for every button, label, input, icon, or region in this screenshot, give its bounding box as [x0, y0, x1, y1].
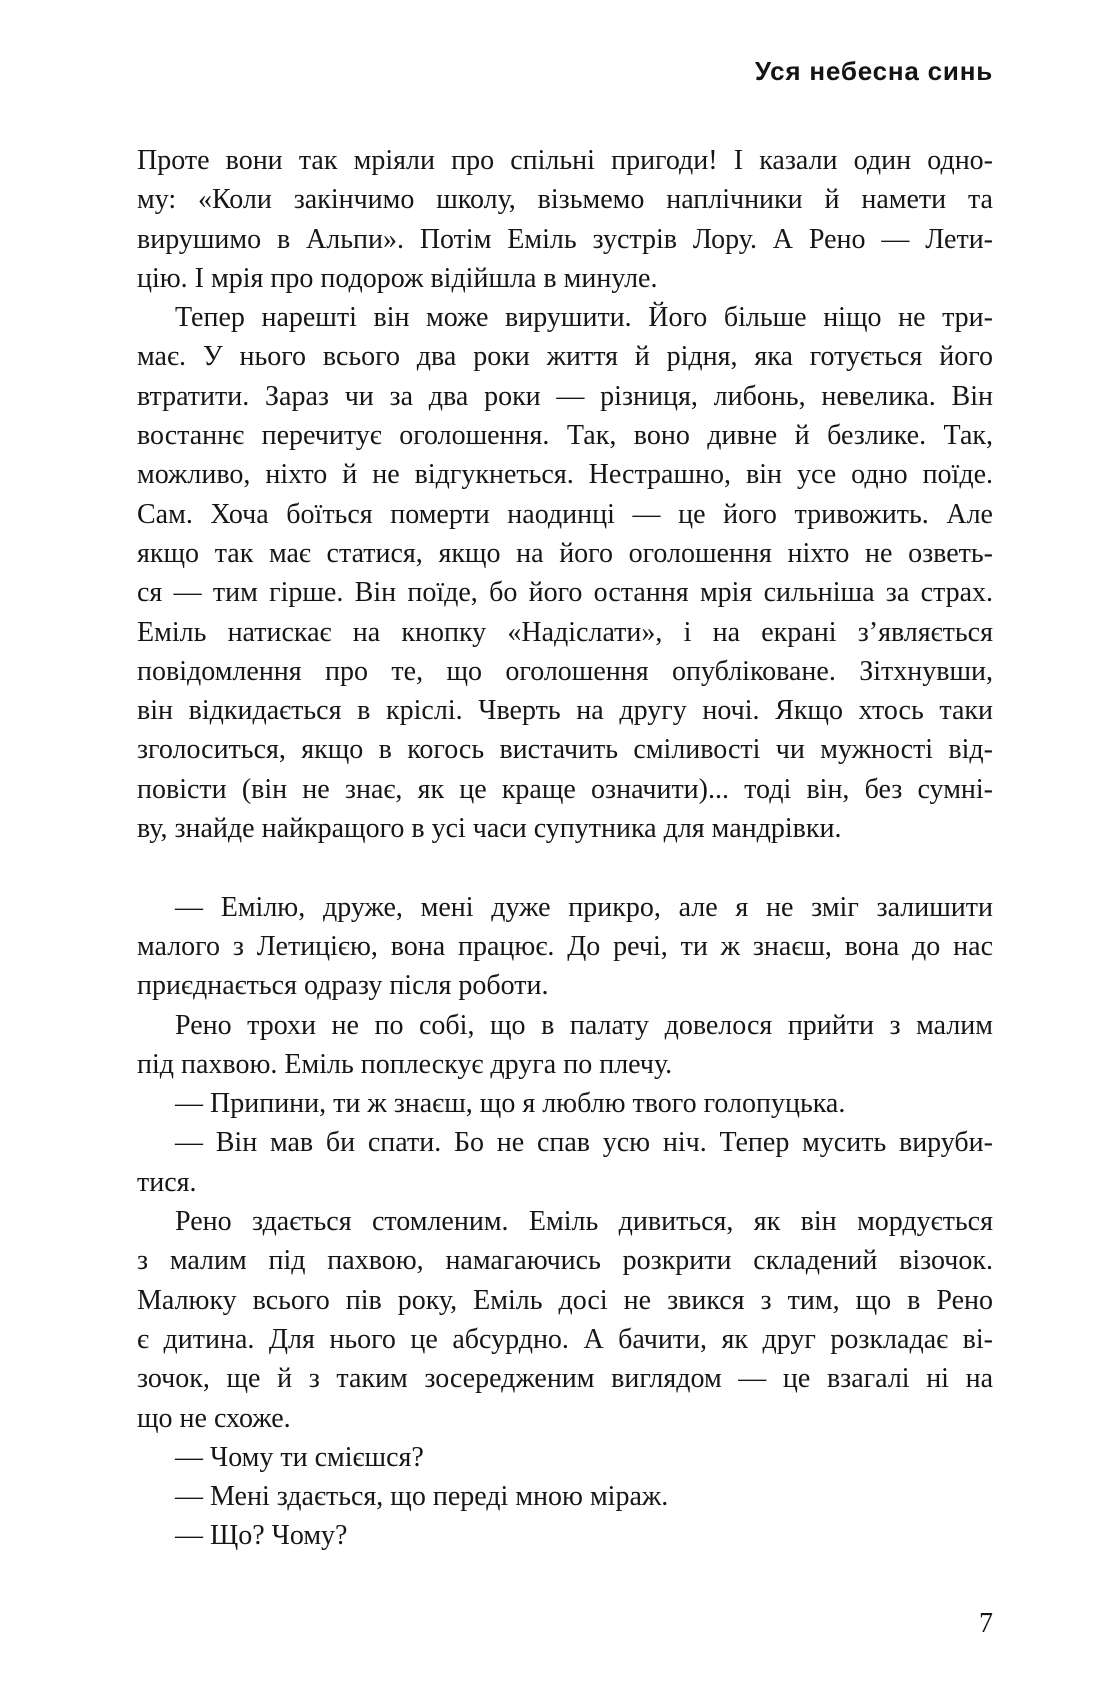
text-line: востаннє перечитує оголошення. Так, воно дивне й безлике. Так,: [137, 420, 993, 452]
paragraph: [137, 888, 993, 1006]
paragraph: [137, 1477, 993, 1516]
text-line: приєднається одразу після роботи.: [137, 970, 549, 1002]
page-number: 7: [979, 1608, 993, 1639]
text-line: Рено здається стомленим. Еміль дивиться, як він мордується: [175, 1206, 993, 1238]
text-line: з малим під пахвою, намагаючись розкрити складений візочок.: [137, 1245, 993, 1277]
text-line: ву, знайде найкращого в усі часи супутника для мандрівки.: [137, 813, 842, 845]
text-line: Проте вони так мріяли про спільні пригоди! І казали один одно-: [137, 145, 993, 176]
paragraph: [137, 1438, 993, 1477]
text-line: зочок, ще й з таким зосередженим виглядом — це взагалі ні на: [137, 1363, 993, 1395]
text-line: — Мені здається, що переді мною міраж.: [175, 1481, 669, 1513]
text-line: — Чому ти смієшся?: [175, 1441, 424, 1473]
paragraph: [137, 1006, 993, 1085]
text-line: Тепер нарешті він може вирушити. Його більше ніщо не три-: [175, 302, 993, 334]
paragraph: [137, 1084, 993, 1123]
text-line: ся — тим гірше. Він поїде, бо його остання мрія сильніша за страх.: [137, 577, 993, 609]
running-head-title: Уся небесна синь: [754, 56, 993, 86]
text-line: — Він мав би спати. Бо не спав усю ніч. Тепер мусить вируби-: [175, 1127, 993, 1159]
text-line: вирушимо в Альпи». Потім Еміль зустрів Лору. А Рено — Лети-: [137, 223, 993, 255]
text-line: що не схоже.: [137, 1402, 291, 1434]
body-text-block: [137, 141, 993, 1556]
paragraph: [137, 1123, 993, 1202]
text-line: Малюку всього пів року, Еміль досі не звикся з тим, що в Рено: [137, 1284, 993, 1316]
text-line: — Емілю, друже, мені дуже прикро, але я не зміг залишити: [175, 891, 993, 923]
text-line: повісти (він не знає, як це краще означити)... тоді він, без сумні-: [137, 773, 993, 805]
text-line: він відкидається в кріслі. Чверть на другу ночі. Якщо хтось таки: [137, 695, 993, 727]
text-line: Рено трохи не по собі, що в палату довелося прийти з малим: [175, 1009, 993, 1041]
paragraph: [137, 1516, 993, 1555]
text-line: можливо, ніхто й не відгукнеться. Нестрашно, він усе одно поїде.: [137, 459, 993, 491]
text-line: тися.: [137, 1166, 197, 1198]
text-line: Сам. Хоча боїться померти наодинці — це його тривожить. Але: [137, 498, 993, 530]
text-line: — Що? Чому?: [175, 1520, 348, 1552]
text-line: якщо так має статися, якщо на його оголошення ніхто не озветь-: [137, 537, 993, 569]
text-line: му: «Коли закінчимо школу, візьмемо наплічники й намети та: [137, 184, 993, 216]
text-line: — Припини, ти ж знаєш, що я люблю твого голопуцька.: [175, 1088, 846, 1120]
text-line: є дитина. Для нього це абсурдно. А бачити, як друг розкладає ві-: [137, 1323, 993, 1355]
text-line: малого з Летицією, вона працює. До речі, ти ж знаєш, вона до нас: [137, 930, 993, 962]
paragraph: [137, 298, 993, 848]
text-line: цію. І мрія про подорож відійшла в минуле.: [137, 262, 658, 294]
text-line: зголоситься, якщо в когось вистачить сміливості чи мужності від-: [137, 734, 993, 766]
text-line: Еміль натискає на кнопку «Надіслати», і на екрані з’являється: [137, 616, 993, 648]
text-line: втратити. Зараз чи за два роки — різниця, либонь, невелика. Він: [137, 380, 993, 412]
text-line: під пахвою. Еміль поплескує друга по плечу.: [137, 1048, 673, 1080]
text-line: повідомлення про те, що оголошення опубліковане. Зітхнувши,: [137, 655, 993, 687]
paragraph: [137, 141, 993, 298]
text-line: має. У нього всього два роки життя й рідня, яка готується його: [137, 341, 993, 373]
paragraph: [137, 1202, 993, 1438]
